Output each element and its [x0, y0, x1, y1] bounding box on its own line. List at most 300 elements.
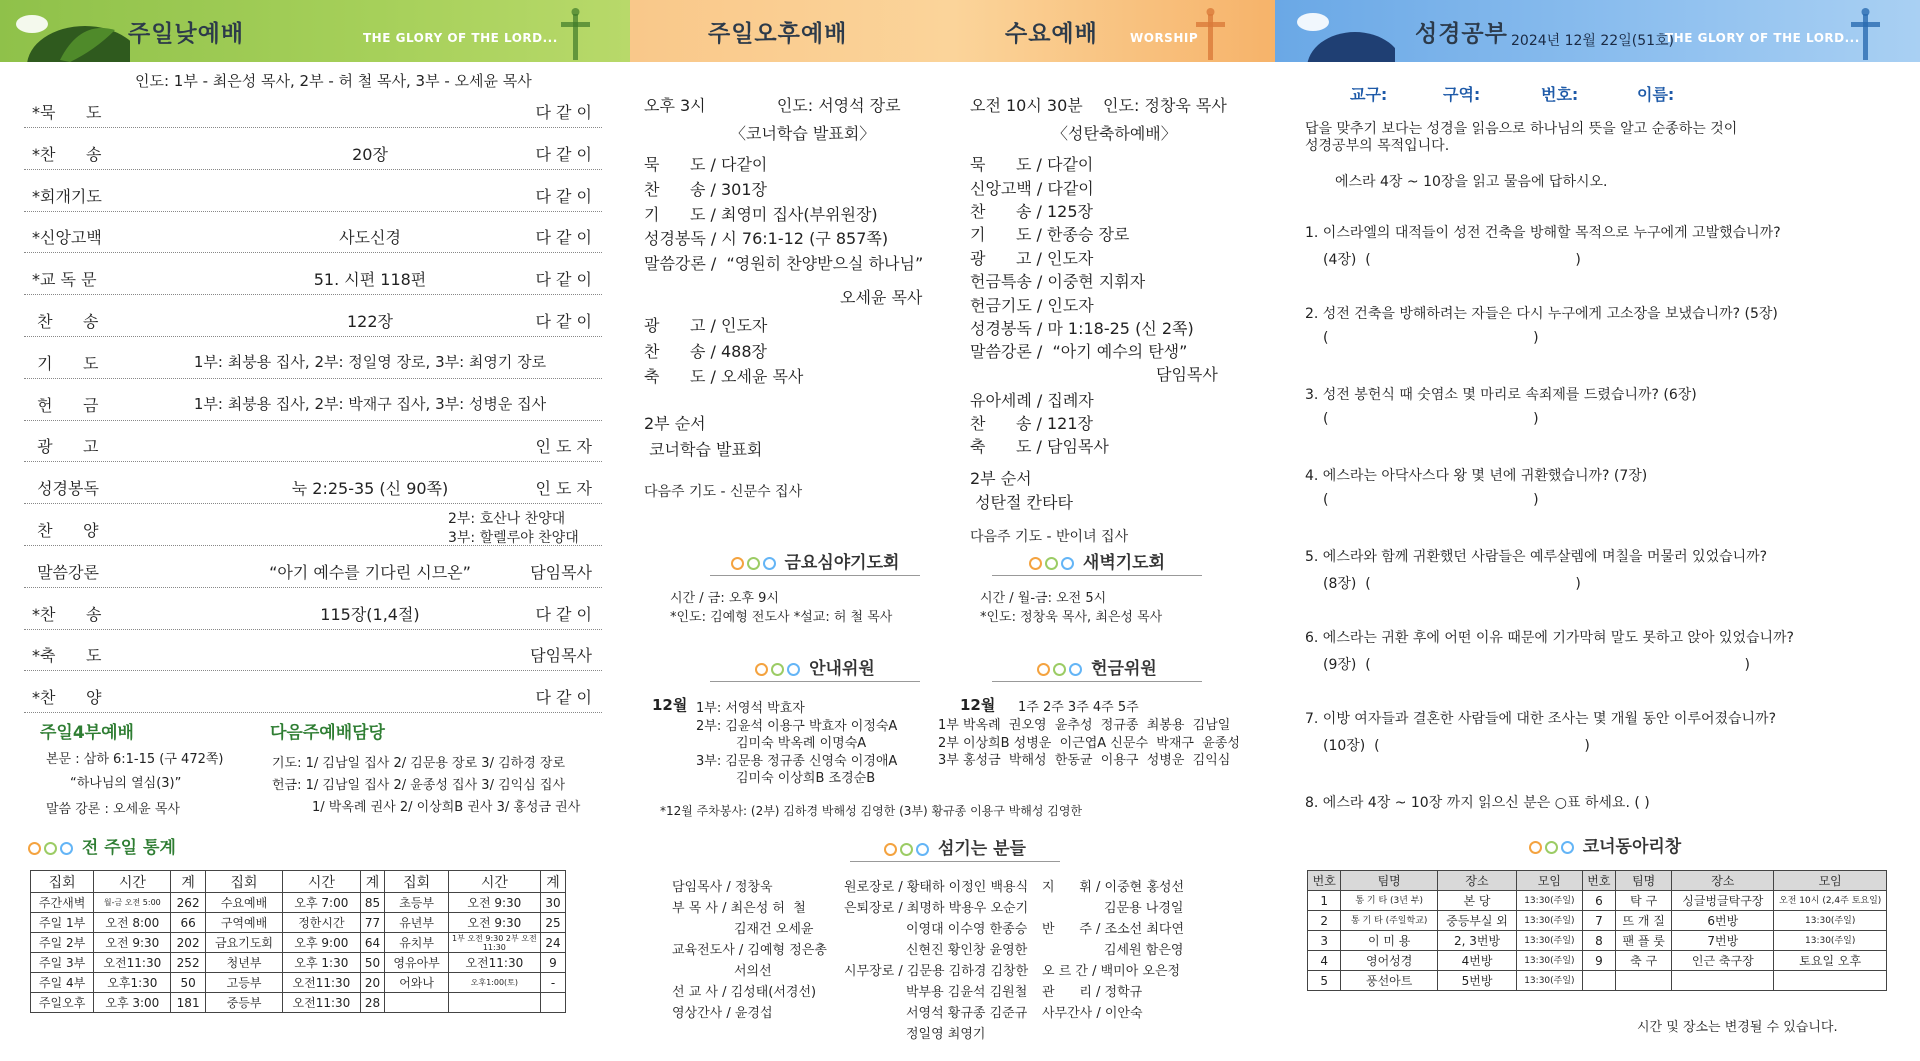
dawn-prayer-leader: *인도: 정창욱 목사, 최은성 목사 — [980, 610, 1163, 625]
club-cell: 13:30(주일) — [1517, 931, 1583, 951]
wednesday-line: 말씀강론 / “아기 예수의 탄생” — [970, 342, 1188, 361]
club-cell: 5 — [1308, 971, 1341, 991]
circle-icon — [1561, 841, 1574, 854]
stats-row — [31, 913, 566, 933]
order-performer: 다 같 이 — [535, 228, 592, 248]
club-cell: 탁 구 — [1616, 891, 1672, 911]
club-header-cell: 팀명 — [1341, 871, 1438, 891]
friday-prayer-heading — [710, 548, 920, 576]
club-cell: 13:30(주일) — [1517, 971, 1583, 991]
order-content: 122장 — [347, 312, 393, 331]
staff-title: 섬기는 분들 — [937, 839, 1026, 859]
stats-cell: 50 — [171, 973, 205, 993]
cross-statue-icon — [555, 0, 595, 62]
divider — [24, 461, 602, 462]
divider — [24, 712, 602, 713]
circle-icon — [1053, 663, 1066, 676]
order-label: 찬 양 — [32, 521, 99, 540]
afternoon-line: 코너학습 발표회 — [644, 440, 763, 459]
stats-cell — [448, 993, 540, 1013]
club-cell: 2 — [1308, 911, 1341, 931]
order-label: *찬 양 — [32, 688, 102, 708]
staff-line: 담임목사 / 정창욱 — [672, 880, 773, 895]
fourth-service-title: 주일4부예배 — [40, 723, 134, 743]
order-content: 20장 — [352, 144, 388, 164]
wednesday-line: 묵 도 / 다같이 — [970, 155, 1094, 174]
order-label: *신앙고백 — [32, 228, 102, 248]
leaf-globe-icon — [0, 0, 130, 62]
guide-line: 3부: 김문용 정규종 신영숙 이경애A — [696, 753, 898, 769]
order-performer: 다 같 이 — [535, 688, 592, 708]
divider — [24, 336, 602, 337]
stats-cell: 20 — [360, 973, 385, 993]
club-header-cell: 모임 — [1517, 871, 1583, 891]
staff-line: 교육전도사 / 김예형 정은총 — [672, 943, 827, 958]
club-cell: 오전 10시 (2,4주 토요일) — [1774, 891, 1887, 911]
order-content: 1부: 최붕용 집사, 2부: 박재구 집사, 3부: 성병운 집사 — [193, 394, 547, 413]
order-label: 성경봉독 — [32, 479, 99, 499]
dawn-prayer-title: 새벽기도회 — [1082, 553, 1166, 573]
field-district: 구역: — [1443, 85, 1481, 104]
club-cell: 토요일 오후 — [1774, 951, 1887, 971]
circle-icon — [1037, 663, 1050, 676]
afternoon-line: 찬 송 / 488장 — [644, 342, 767, 361]
afternoon-line: 오후 3시 인도: 서영석 장로 — [644, 96, 901, 115]
staff-line: 김문용 나경일 — [1042, 901, 1184, 916]
club-cell: 중등부실 외 — [1437, 911, 1516, 931]
bible-study-header — [1275, 0, 1920, 62]
staff-line: 선 교 사 / 김성태(서경선) — [672, 985, 817, 1000]
stats-cell: 오전 8:00 — [94, 913, 171, 933]
stats-cell: 주일 3부 — [31, 953, 94, 973]
stats-cell: 오후1:00(토) — [448, 973, 540, 993]
stats-cell: 오전 9:30 — [448, 913, 540, 933]
staff-line: 김재건 오세윤 — [672, 922, 814, 937]
club-cell: 9 — [1582, 951, 1615, 971]
offering-title: 헌금위원 — [1091, 659, 1157, 679]
afternoon-line: 축 도 / 오세윤 목사 — [644, 367, 804, 386]
sunday-worship-title: 주일낮예배 — [128, 21, 245, 47]
club-title: 코너동아리창 — [1582, 837, 1682, 857]
stats-cell: 영유아부 — [385, 953, 448, 973]
stats-cell: 주일 1부 — [31, 913, 94, 933]
friday-prayer-title: 금요심야기도회 — [784, 553, 900, 573]
stats-cell: 오후 1:30 — [283, 953, 360, 973]
club-cell: 2, 3번방 — [1437, 931, 1516, 951]
guide-line: 김미숙 박옥례 이명숙A — [736, 736, 867, 751]
staff-line: 원로장로 / 황태하 이정인 백용식 — [844, 880, 1029, 895]
order-performer: 다 같 이 — [535, 312, 592, 331]
answer-blank[interactable]: ( ) — [1323, 330, 1539, 346]
club-cell: 7 — [1582, 911, 1615, 931]
club-cell: 3 — [1308, 931, 1341, 951]
club-header-cell: 번호 — [1582, 871, 1615, 891]
stats-cell: 오후1:30 — [94, 973, 171, 993]
wednesday-line: 2부 순서 — [970, 469, 1032, 488]
order-content: “아기 예수를 기다린 시므온” — [269, 562, 471, 582]
guide-month: 12월 — [652, 696, 688, 714]
stats-cell: 정한시간 — [283, 913, 360, 933]
field-name: 이름: — [1637, 85, 1675, 104]
divider — [24, 587, 602, 588]
order-label: *축 도 — [32, 646, 102, 666]
club-row — [1308, 971, 1887, 991]
guide-line: 2부: 김윤석 이용구 박효자 이정숙A — [696, 718, 898, 734]
club-cell: 6번방 — [1672, 911, 1774, 931]
circle-icon — [755, 663, 768, 676]
answer-blank[interactable]: ( ) — [1323, 492, 1539, 508]
club-header-row — [1308, 871, 1887, 891]
staff-line: 시무장로 / 김문용 김하경 김창한 — [844, 964, 1029, 979]
circle-icon — [1045, 557, 1058, 570]
stats-cell: 64 — [360, 933, 385, 953]
wednesday-line: 담임목사 — [1156, 365, 1218, 384]
club-cell: 영어성경 — [1341, 951, 1438, 971]
offering-line: 3부 홍성금 박해성 한동균 이용구 성병운 김익심 — [938, 753, 1231, 768]
staff-line: 정일영 최영기 — [844, 1027, 986, 1042]
choir-line-3: 3부: 할렐루야 찬양대 — [448, 530, 579, 546]
guide-title: 안내위원 — [809, 659, 875, 679]
staff-line: 은퇴장로 / 최명하 박용우 오순기 — [844, 901, 1029, 916]
circle-icon — [787, 663, 800, 676]
order-performer: 다 같 이 — [535, 186, 592, 206]
stats-cell: 1부 오전 9:30 2부 오전 11:30 — [448, 933, 540, 953]
club-cell: 본 당 — [1437, 891, 1516, 911]
stats-header-cell: 집회 — [385, 871, 448, 893]
bible-study-subtitle: THE GLORY OF THE LORD... — [1665, 31, 1860, 45]
stats-cell: 오전11:30 — [94, 953, 171, 973]
wednesday-line: 〈성탄축하예배〉 — [1052, 124, 1177, 143]
question-8: 8. 에스라 4장 ~ 10장 까지 읽으신 분은 ○표 하세요. ( ) — [1305, 795, 1650, 811]
divider — [24, 629, 602, 630]
stats-cell: 181 — [171, 993, 205, 1013]
stats-row — [31, 933, 566, 953]
club-cell: 13:30(주일) — [1774, 911, 1887, 931]
staff-line: 관 리 / 정학규 — [1042, 985, 1143, 1000]
stats-cell: 오후 9:00 — [283, 933, 360, 953]
answer-blank[interactable]: (10장) ( ) — [1323, 738, 1590, 754]
circle-icon — [763, 557, 776, 570]
stats-header-cell: 집회 — [205, 871, 282, 893]
wednesday-line: 찬 송 / 121장 — [970, 414, 1093, 433]
circle-icon — [28, 842, 41, 855]
club-header-cell: 번호 — [1308, 871, 1341, 891]
bible-study-title: 성경공부 — [1415, 21, 1508, 47]
wednesday-line: 유아세례 / 집례자 — [970, 391, 1094, 410]
stats-header-cell: 시간 — [94, 871, 171, 893]
stats-cell: 66 — [171, 913, 205, 933]
stats-cell: 오후 3:00 — [94, 993, 171, 1013]
dawn-prayer-heading — [992, 548, 1202, 576]
club-header-cell: 장소 — [1437, 871, 1516, 891]
order-label: *찬 송 — [32, 144, 102, 164]
stats-row — [31, 953, 566, 973]
order-label: *찬 송 — [32, 604, 102, 624]
next-week-offering-2: 1/ 박옥례 권사 2/ 이상희B 권사 3/ 홍성금 권사 — [312, 800, 581, 815]
wednesday-line: 축 도 / 담임목사 — [970, 437, 1109, 456]
stats-table — [30, 870, 566, 1013]
wednesday-line: 헌금기도 / 인도자 — [970, 296, 1094, 315]
friday-prayer-leader: *인도: 김예형 전도사 *설교: 허 철 목사 — [670, 610, 893, 625]
stats-title: 전 주일 통계 — [81, 838, 176, 858]
stats-cell: 오전11:30 — [283, 993, 360, 1013]
order-performer: 담임목사 — [530, 562, 592, 582]
order-label: 찬 송 — [32, 312, 99, 331]
question-text: 5. 에스라와 함께 귀환했던 사람들은 예루살렘에 며칠을 머물러 있었습니까? — [1305, 549, 1768, 565]
stats-cell: 오전 9:30 — [448, 893, 540, 913]
club-table — [1307, 870, 1887, 991]
order-label: *회개기도 — [32, 186, 102, 206]
stats-header-cell: 계 — [360, 871, 385, 893]
stats-cell: 주일 4부 — [31, 973, 94, 993]
choir-line-2: 2부: 호산나 찬양대 — [448, 511, 566, 527]
staff-line: 신현진 황인창 윤영한 — [844, 943, 1028, 958]
club-cell: 4번방 — [1437, 951, 1516, 971]
club-cell: 1 — [1308, 891, 1341, 911]
stats-cell: 어와나 — [385, 973, 448, 993]
club-cell: 8 — [1582, 931, 1615, 951]
circle-icon — [1529, 841, 1542, 854]
order-content: 115장(1,4절) — [320, 604, 420, 624]
stats-header-cell: 집회 — [31, 871, 94, 893]
guide-line: 1부: 서영석 박효자 — [696, 701, 805, 716]
stats-row — [31, 973, 566, 993]
order-performer: 다 같 이 — [535, 103, 592, 122]
order-label: 말씀강론 — [32, 562, 99, 582]
fourth-service-preacher: 말씀 강론 : 오세윤 목사 — [46, 802, 180, 817]
order-label: *묵 도 — [32, 103, 102, 122]
weekday-worship-subtitle: WORSHIP — [1130, 31, 1199, 45]
order-content: 사도신경 — [339, 228, 401, 248]
stats-cell: 주일오후 — [31, 993, 94, 1013]
order-performer: 담임목사 — [530, 646, 592, 666]
staff-line: 지 휘 / 이중현 홍성선 — [1042, 880, 1185, 895]
staff-line: 서의선 — [672, 964, 772, 979]
sunday-leaders: 인도: 1부 - 최은성 목사, 2부 - 허 철 목사, 3부 - 오세윤 목사 — [135, 72, 532, 90]
club-heading — [1500, 832, 1710, 859]
question-text: 4. 에스라는 아닥사스다 왕 몇 년에 귀환했습니까? (7장) — [1305, 468, 1648, 484]
divider — [24, 503, 602, 504]
answer-blank[interactable]: (9장) ( ) — [1323, 657, 1750, 673]
stats-cell: 9 — [540, 953, 565, 973]
question-text: 1. 이스라엘의 대적들이 성전 건축을 방해할 목적으로 누구에게 고발했습니까? — [1305, 225, 1781, 241]
staff-line: 부 목 사 / 최은성 허 철 — [672, 901, 806, 916]
stats-cell: 30 — [540, 893, 565, 913]
circle-icon — [916, 843, 929, 856]
friday-prayer-time: 시간 / 금: 오후 9시 — [670, 591, 779, 606]
stats-row — [31, 893, 566, 913]
study-intro-1: 답을 맞추기 보다는 성경을 읽음으로 하나님의 뜻을 알고 순종하는 것이 — [1305, 121, 1738, 137]
field-parish: 교구: — [1350, 85, 1388, 104]
club-cell — [1616, 971, 1672, 991]
circle-icon — [731, 557, 744, 570]
staff-line: 이영대 이수영 한종승 — [844, 922, 1028, 937]
stats-cell: 25 — [540, 913, 565, 933]
field-number: 번호: — [1541, 85, 1579, 104]
afternoon-line: 2부 순서 — [644, 414, 706, 433]
afternoon-line: 찬 송 / 301장 — [644, 180, 767, 199]
wednesday-line: 신앙고백 / 다같이 — [970, 179, 1094, 198]
afternoon-line: 다음주 기도 - 신문수 집사 — [644, 484, 803, 500]
divider — [24, 378, 602, 379]
stats-cell: 초등부 — [385, 893, 448, 913]
order-label: 헌 금 — [32, 395, 99, 415]
club-cell — [1672, 971, 1774, 991]
order-label: 기 도 — [32, 353, 99, 373]
stats-cell: 월-금 오전 5:00 — [94, 893, 171, 913]
stats-header-cell: 계 — [171, 871, 205, 893]
club-cell: 뜨 개 질 — [1616, 911, 1672, 931]
afternoon-line: 성경봉독 / 시 76:1-12 (구 857쪽) — [644, 229, 889, 248]
wednesday-line: 성탄절 칸타타 — [970, 493, 1073, 512]
divider — [24, 211, 602, 212]
stats-cell: 202 — [171, 933, 205, 953]
stats-cell: 수요예배 — [205, 893, 282, 913]
answer-blank[interactable]: (8장) ( ) — [1323, 576, 1581, 592]
next-week-offering: 헌금: 1/ 김남일 집사 2/ 윤종성 집사 3/ 김익심 집사 — [272, 778, 566, 793]
parking-note: *12월 주차봉사: (2부) 김하경 박해성 김영한 (3부) 황규종 이용구 박해성 김영한 — [660, 804, 1083, 818]
divider — [24, 169, 602, 170]
club-cell: 13:30(주일) — [1517, 911, 1583, 931]
club-cell: 4 — [1308, 951, 1341, 971]
afternoon-line: 기 도 / 최영미 집사(부위원장) — [644, 205, 878, 224]
weekday-worship-header — [630, 0, 1275, 62]
divider — [24, 420, 602, 421]
stats-cell: 주일 2부 — [31, 933, 94, 953]
next-week-prayer: 기도: 1/ 김남일 집사 2/ 김문용 장로 3/ 김하경 장로 — [272, 756, 566, 771]
club-cell: 7번방 — [1672, 931, 1774, 951]
offering-line: 1부 박옥례 권오영 윤추성 정규종 최봉용 김남일 — [938, 718, 1231, 733]
circle-icon — [1545, 841, 1558, 854]
sunday-worship-panel — [0, 0, 630, 1061]
wednesday-worship-title: 수요예배 — [1005, 21, 1098, 47]
club-cell: 싱글벙글탁구장 — [1672, 891, 1774, 911]
circle-icon — [1029, 557, 1042, 570]
order-content: 51. 시편 118편 — [313, 270, 427, 290]
circle-icon — [771, 663, 784, 676]
stats-cell: 오전 9:30 — [94, 933, 171, 953]
staff-line: 반 주 / 조소선 최다연 — [1042, 922, 1185, 937]
circle-icon — [1069, 663, 1082, 676]
divider — [24, 294, 602, 295]
staff-line: 영상간사 / 윤경섭 — [672, 1006, 773, 1021]
offering-heading — [992, 654, 1202, 682]
divider — [24, 252, 602, 253]
circle-icon — [44, 842, 57, 855]
wednesday-line: 헌금특송 / 이중현 지휘자 — [970, 272, 1146, 291]
circle-icon — [900, 843, 913, 856]
order-performer: 다 같 이 — [535, 604, 592, 624]
club-cell: 5번방 — [1437, 971, 1516, 991]
staff-line: 서영석 황규종 김준규 — [844, 1006, 1028, 1021]
weekday-worship-panel — [630, 0, 1275, 1061]
staff-line: 오 르 간 / 백미아 오은정 — [1042, 964, 1181, 979]
staff-line: 사무간사 / 이안숙 — [1042, 1006, 1143, 1021]
stats-header-cell: 시간 — [448, 871, 540, 893]
club-cell: 통 기 타 (3년 부) — [1341, 891, 1438, 911]
club-cell: 13:30(주일) — [1517, 951, 1583, 971]
offering-month: 12월 — [960, 696, 996, 714]
bible-study-panel — [1275, 0, 1920, 1061]
order-label: 광 고 — [32, 437, 99, 457]
answer-blank[interactable]: ( ) — [1323, 411, 1539, 427]
club-cell: 통 기 타 (주일학교) — [1341, 911, 1438, 931]
stats-cell: 중등부 — [205, 993, 282, 1013]
sunday-worship-header — [0, 0, 630, 62]
guide-heading — [710, 654, 920, 682]
stats-cell: 50 — [360, 953, 385, 973]
stats-cell: 262 — [171, 893, 205, 913]
club-cell: 이 미 용 — [1341, 931, 1438, 951]
stats-cell: 오전11:30 — [448, 953, 540, 973]
study-intro-2: 성경공부의 목적입니다. — [1305, 138, 1450, 154]
wednesday-line: 오전 10시 30분 인도: 정창욱 목사 — [970, 96, 1227, 115]
stats-header-cell: 계 — [540, 871, 565, 893]
stats-cell: 고등부 — [205, 973, 282, 993]
question-text: 3. 성전 봉헌식 때 숫염소 몇 마리로 속죄제를 드렸습니까? (6장) — [1305, 387, 1697, 403]
answer-blank[interactable]: (4장) ( ) — [1323, 252, 1581, 268]
fourth-service-text: 본문 : 삼하 6:1-15 (구 472쪽) — [46, 752, 224, 767]
afternoon-worship-title: 주일오후예배 — [708, 21, 848, 47]
stats-title-row — [28, 833, 176, 858]
stats-cell: 구역예배 — [205, 913, 282, 933]
stats-cell: 28 — [360, 993, 385, 1013]
order-performer: 다 같 이 — [535, 144, 592, 164]
order-label: *교 독 문 — [32, 270, 97, 290]
circle-icon — [747, 557, 760, 570]
circle-icon — [60, 842, 73, 855]
club-note: 시간 및 장소는 변경될 수 있습니다. — [1637, 1020, 1838, 1035]
afternoon-line: 말씀강론 / “영원히 찬양받으실 하나님” — [644, 254, 924, 273]
stats-cell: 24 — [540, 933, 565, 953]
stats-cell: 주간새벽 — [31, 893, 94, 913]
club-cell: 13:30(주일) — [1774, 931, 1887, 951]
cross-statue-icon — [1845, 0, 1885, 62]
club-cell: 축 구 — [1616, 951, 1672, 971]
stats-cell: 오후 7:00 — [283, 893, 360, 913]
afternoon-line: 묵 도 / 다같이 — [644, 155, 768, 174]
stats-cell — [540, 993, 565, 1013]
staff-heading — [850, 834, 1060, 862]
stats-cell: 252 — [171, 953, 205, 973]
afternoon-line: 광 고 / 인도자 — [644, 316, 768, 335]
club-row — [1308, 931, 1887, 951]
stats-row — [31, 993, 566, 1013]
afternoon-line: 오세윤 목사 — [840, 288, 923, 307]
circle-icon — [1061, 557, 1074, 570]
offering-line: 2부 이상희B 성병운 이근엽A 신문수 박재구 윤종성 — [938, 735, 1240, 751]
divider — [24, 670, 602, 671]
stats-cell: - — [540, 973, 565, 993]
club-row — [1308, 951, 1887, 971]
globe-icon — [1275, 0, 1395, 62]
question-text: 6. 에스라는 귀환 후에 어떤 이유 때문에 기가막혀 말도 못하고 앉아 있었습니까? — [1305, 630, 1794, 646]
circle-icon — [884, 843, 897, 856]
staff-line: 김세원 함은영 — [1042, 943, 1184, 958]
order-performer: 인 도 자 — [535, 479, 592, 499]
order-performer: 다 같 이 — [535, 270, 592, 290]
stats-header-cell: 시간 — [283, 871, 360, 893]
order-performer: 인 도 자 — [535, 437, 592, 457]
fourth-service-sermon: “하나님의 열심(3)” — [70, 776, 182, 791]
stats-cell: 오전11:30 — [283, 973, 360, 993]
club-header-cell: 장소 — [1672, 871, 1774, 891]
next-week-title: 다음주예배담당 — [270, 723, 385, 743]
question-text: 7. 이방 여자들과 결혼한 사람들에 대한 조사는 몇 개월 동안 이루어졌습니까? — [1305, 711, 1777, 727]
club-cell: 풍선아트 — [1341, 971, 1438, 991]
club-header-cell: 모임 — [1774, 871, 1887, 891]
stats-cell: 청년부 — [205, 953, 282, 973]
